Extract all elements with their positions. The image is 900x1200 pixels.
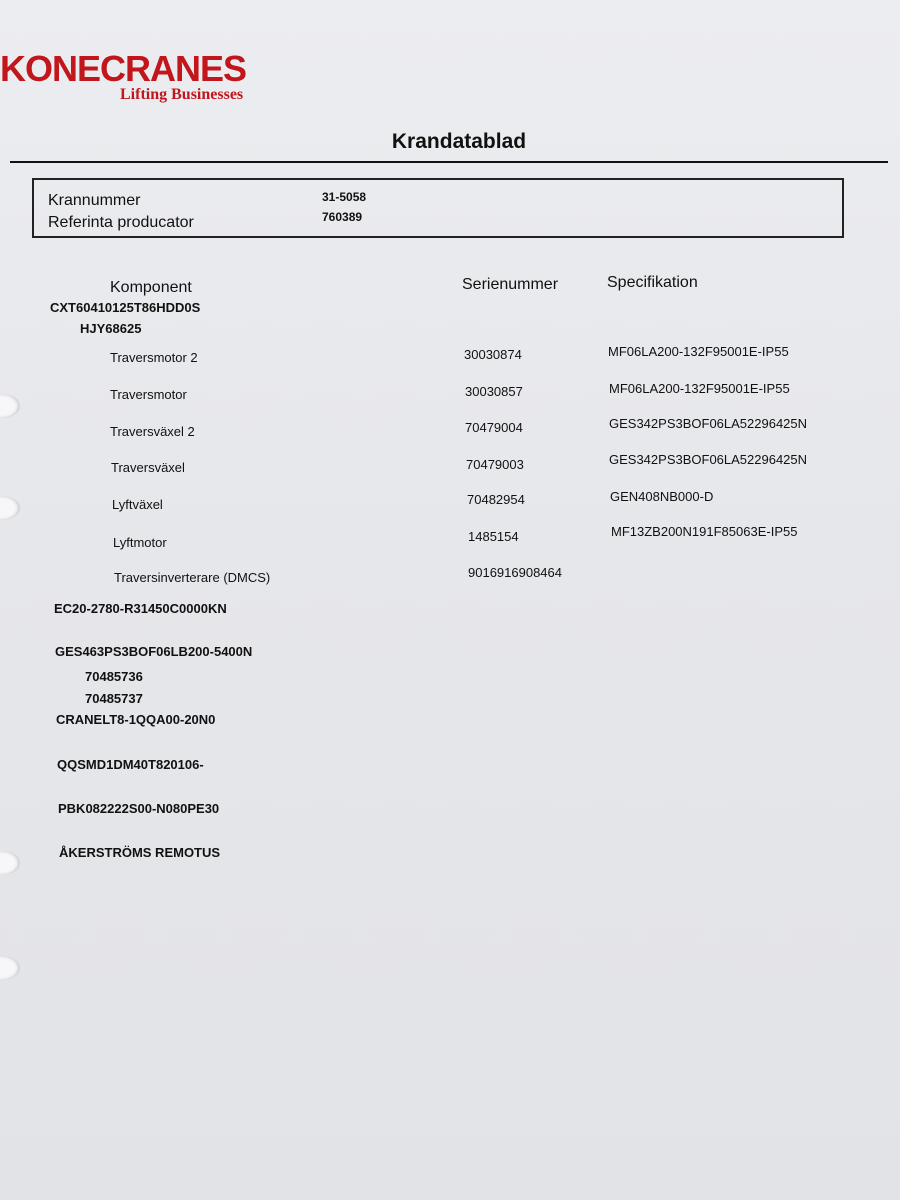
group-code: PBK082222S00-N080PE30	[58, 801, 220, 816]
component-spec: MF06LA200-132F95001E-IP55	[608, 344, 789, 359]
group-code: CXT60410125T86HDD0S	[50, 300, 201, 315]
crane-number-value: 31-5058	[322, 190, 367, 204]
punch-hole	[0, 394, 20, 418]
logo-brand: KONECRANES	[0, 48, 247, 89]
component-serial: 70479004	[465, 420, 523, 435]
component-name: Traversväxel 2	[110, 424, 195, 439]
group-code: CRANELT8-1QQA00-20N0	[56, 712, 216, 727]
header-divider	[10, 161, 888, 163]
component-name: Lyftmotor	[113, 535, 167, 550]
column-header-serial: Serienummer	[462, 276, 559, 293]
group-code: HJY68625	[80, 321, 142, 336]
component-serial: 1485154	[468, 529, 519, 544]
component-name: Traversväxel	[111, 460, 185, 475]
component-spec: MF06LA200-132F95001E-IP55	[609, 381, 790, 396]
component-spec: GEN408NB000-D	[610, 489, 714, 504]
manufacturer-ref-label: Referinta producator	[48, 214, 194, 231]
component-serial: 9016916908464	[468, 565, 562, 580]
manufacturer-ref-value: 760389	[322, 210, 363, 224]
column-header-component: Komponent	[110, 279, 192, 296]
group-code: 70485736	[85, 669, 143, 684]
group-code: 70485737	[85, 691, 143, 706]
component-name: Lyftväxel	[112, 497, 163, 512]
logo-tagline: Lifting Businesses	[120, 86, 244, 103]
group-code: ÅKERSTRÖMS REMOTUS	[59, 845, 221, 860]
component-serial: 30030857	[465, 384, 523, 399]
crane-number-label: Krannummer	[48, 192, 141, 209]
punch-hole	[0, 851, 20, 875]
component-spec: GES342PS3BOF06LA52296425N	[609, 452, 808, 467]
group-code: GES463PS3BOF06LB200-5400N	[55, 644, 253, 659]
component-spec: GES342PS3BOF06LA52296425N	[609, 416, 808, 431]
group-code: EC20-2780-R31450C0000KN	[54, 601, 227, 616]
page-title: Krandatablad	[391, 130, 527, 153]
component-serial: 70482954	[467, 492, 525, 507]
component-name: Traversmotor	[110, 387, 187, 402]
group-code: QQSMD1DM40T820106-	[57, 757, 204, 772]
punch-hole	[0, 956, 20, 980]
component-name: Traversinverterare (DMCS)	[114, 570, 271, 585]
punch-hole	[0, 496, 20, 520]
column-header-spec: Specifikation	[607, 274, 698, 291]
component-serial: 30030874	[464, 347, 522, 362]
crane-info-box	[32, 178, 844, 238]
component-serial: 70479003	[466, 457, 524, 472]
component-spec: MF13ZB200N191F85063E-IP55	[611, 524, 798, 539]
component-name: Traversmotor 2	[110, 350, 198, 365]
